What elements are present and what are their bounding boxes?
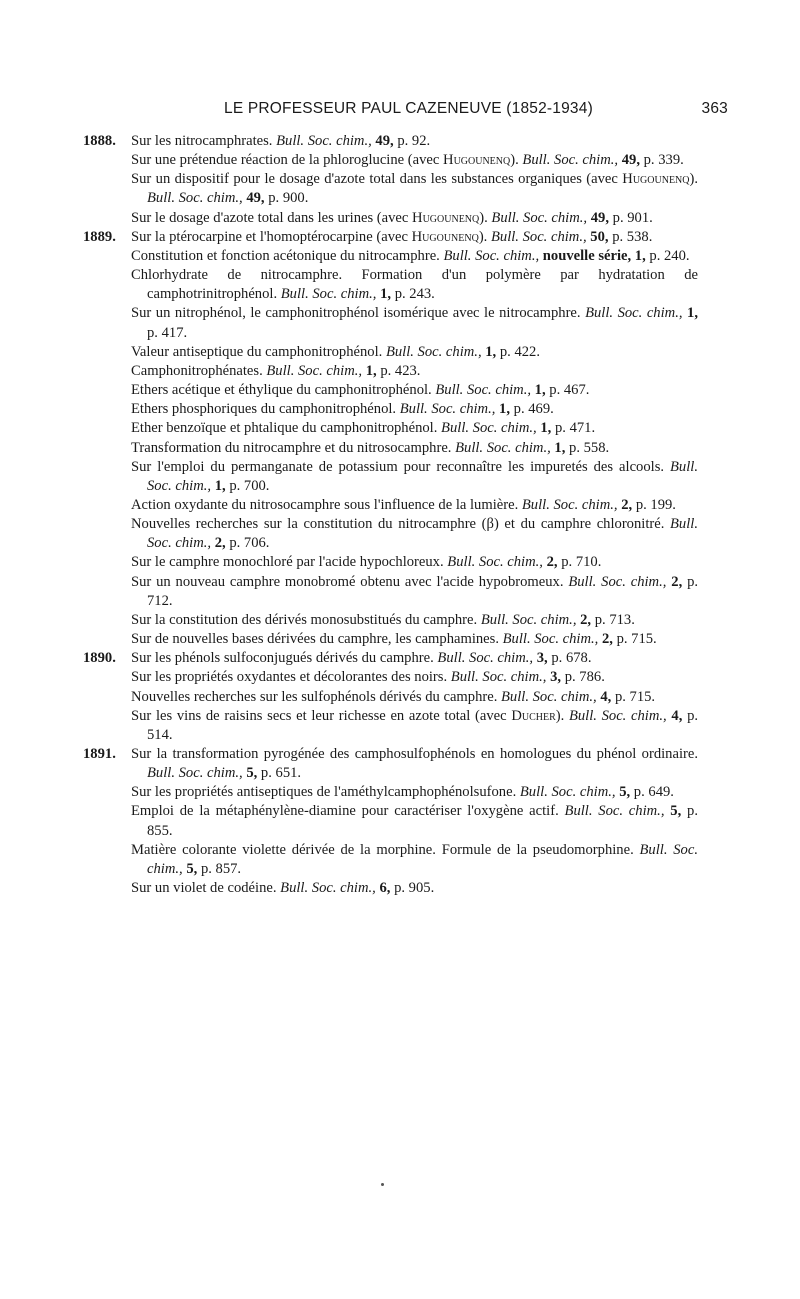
entry-coauthor: Hugounenq: [411, 228, 479, 245]
entry-title: Sur de nouvelles bases dérivées du camphre, les camphamines.: [131, 631, 499, 648]
entry-title: Transformation du nitrocamphre et du nitrosocamphre.: [131, 439, 452, 456]
bibliography-entry: [131, 630, 698, 649]
bibliography-entry: Sur les vins de raisins secs et leur richesse en azote total (avec Ducher). Bull. Soc. chim., 4, p. 514.: [131, 707, 699, 743]
entry-journal: Bull. Soc. chim.,: [266, 362, 363, 379]
entry-volume: 5,: [619, 784, 631, 801]
entry-volume: 49,: [590, 209, 609, 226]
bibliography-entry: [131, 304, 698, 342]
entry-journal: Bull. Soc. chim.,: [276, 133, 372, 149]
entry-pages: p. 467.: [549, 382, 590, 399]
entry-volume: 4,: [671, 707, 683, 724]
entry-title: Sur les propriétés antiseptiques de l'améthylcamphophénolsufone.: [131, 784, 517, 801]
entry-journal: Bull. Soc. chim.,: [564, 803, 665, 820]
entry-pages: p. 199.: [635, 496, 676, 513]
entry-journal: Bull. Soc. chim.,: [455, 439, 551, 456]
entry-title: Sur un violet de codéine.: [131, 880, 277, 897]
bibliography-entry: [131, 343, 698, 362]
entry-title: Nouvelles recherches sur la constitution du nitrocamphre (β) et du camphre chloronitré.: [131, 516, 665, 533]
entry-volume: 50,: [590, 228, 609, 245]
entry-pages: p. 715.: [616, 631, 657, 648]
page-mark: [381, 1183, 384, 1186]
entry-coauthor: Hugounenq: [412, 209, 480, 226]
entry-pages: p. 92.: [397, 133, 431, 149]
entry-title: Sur les phénols sulfoconjugués dérivés du camphre.: [131, 650, 434, 667]
bibliography-entry: [131, 247, 698, 266]
entry-title: Sur un dispositif pour le dosage d'azote total dans les substances organiques (avec: [131, 171, 618, 188]
entry-volume: 1,: [380, 286, 392, 303]
year-label: 1890.: [83, 650, 116, 667]
entry-title: Valeur antiseptique du camphonitrophénol.: [131, 343, 383, 360]
entry-title: Sur un nitrophénol, le camphonitrophénol isomérique avec le nitrocamphre.: [131, 305, 581, 322]
entry-journal: Bull. Soc. chim.,: [280, 880, 376, 897]
entry-coauthor: Ducher: [511, 707, 556, 724]
bibliography-entry: [131, 611, 698, 630]
entry-title: Sur un nouveau camphre monobromé obtenu avec l'acide hypobromeux.: [131, 573, 564, 590]
bibliography-list: [83, 132, 698, 898]
entry-title: Sur les propriétés oxydantes et décolorantes des noirs.: [131, 669, 448, 686]
entry-volume: 1,: [214, 477, 226, 494]
entry-volume: 2,: [214, 535, 226, 552]
entry-title: Emploi de la métaphénylène-diamine pour caractériser l'oxygène actif.: [131, 803, 559, 820]
entry-journal: Bull. Soc. chim.,: [480, 611, 577, 628]
entry-pages: p. 712.: [147, 573, 699, 609]
entry-title: Sur le dosage d'azote total dans les urines (avec: [131, 209, 409, 226]
entry-pages: p. 706.: [229, 535, 270, 552]
entry-title: Sur la ptérocarpine et l'homoptérocarpine (avec: [131, 228, 408, 245]
entry-title: Action oxydante du nitrosocamphre sous l'influence de la lumière.: [131, 496, 519, 513]
entry-volume: 5,: [186, 860, 198, 877]
entry-pages: p. 900.: [268, 190, 309, 207]
entry-journal: Bull. Soc. chim.,: [501, 688, 597, 705]
bibliography-entry: [131, 802, 698, 840]
bibliography-entry: Sur un dispositif pour le dosage d'azote total dans les substances organiques (avec Hugounenq). Bull. Soc. chim., 49, p. 900.: [131, 171, 699, 207]
entry-journal: Bull. Soc. chim.,: [568, 573, 667, 590]
bibliography-entry: [131, 879, 698, 898]
entry-journal: Bull. Soc. chim.,: [385, 343, 482, 360]
entry-title: Sur le camphre monochloré par l'acide hypochloreux.: [131, 554, 444, 571]
entry-pages: p. 786.: [564, 669, 605, 686]
entry-pages: p. 514.: [147, 707, 699, 743]
year-block: [83, 745, 698, 898]
entry-journal: Bull. Soc. chim.,: [450, 669, 547, 686]
entry-title: Sur les vins de raisins secs et leur richesse en azote total (avec: [131, 707, 507, 724]
entry-volume: 1,: [499, 401, 510, 418]
entry-volume: nouvelle série, 1,: [542, 247, 646, 264]
entry-title: Matière colorante violette dérivée de la morphine. Formule de la pseudomorphine.: [131, 841, 634, 858]
bibliography-entry: [131, 362, 698, 381]
entry-coauthor: Hugounenq: [443, 152, 511, 169]
entry-title: Ether benzoïque et phtalique du camphonitrophénol.: [131, 420, 438, 437]
entry-journal: Bull. Soc. chim.,: [585, 305, 683, 322]
entry-title: Sur les nitrocamphrates.: [131, 133, 273, 149]
bibliography-entry: [131, 573, 698, 611]
entry-title: Sur la transformation pyrogénée des camphosulfophénols en homologues du phénol ordinaire.: [131, 746, 698, 762]
entry-volume: 2,: [580, 611, 592, 628]
bibliography-entry: Sur une prétendue réaction de la phloroglucine (avec Hugounenq). Bull. Soc. chim., 49, p. 339.: [131, 152, 684, 169]
entry-journal: Bull. Soc. chim.,: [280, 286, 377, 303]
entry-pages: p. 710.: [561, 554, 602, 571]
entry-journal: Bull. Soc. chim.,: [147, 765, 243, 782]
year-block: [83, 132, 698, 228]
entry-journal: Bull. Soc. chim.,: [521, 496, 618, 513]
entry-pages: p. 471.: [554, 420, 596, 437]
year-label: 1891.: [83, 746, 116, 762]
entry-title: Sur la constitution des dérivés monosubstitués du camphre.: [131, 611, 478, 628]
year-label: 1888.: [83, 133, 116, 149]
bibliography-entry: [131, 745, 698, 783]
entry-title: Ethers phosphoriques du camphonitrophénol.: [131, 401, 397, 418]
entry-pages: p. 905.: [394, 880, 435, 897]
bibliography-entry: [131, 515, 698, 553]
entry-journal: Bull. Soc. chim.,: [443, 247, 540, 264]
entry-title: Ethers acétique et éthylique du camphonitrophénol.: [131, 382, 432, 399]
bibliography-entry: [131, 783, 698, 802]
entry-pages: p. 422.: [499, 343, 540, 360]
entry-journal: Bull. Soc. chim.,: [441, 420, 537, 437]
year-block: [83, 649, 698, 745]
entry-journal: Bull. Soc. chim.,: [147, 841, 698, 877]
entry-journal: Bull. Soc. chim.,: [435, 382, 532, 399]
entry-title: Sur une prétendue réaction de la phloroglucine (avec: [131, 152, 440, 169]
entry-journal: Bull. Soc. chim.,: [399, 401, 496, 418]
entry-title: Chlorhydrate de nitrocamphre. Formation d'un polymère par hydratation de camphotrinitrophénol.: [131, 267, 698, 303]
entry-volume: 6,: [379, 880, 391, 897]
entry-title: Nouvelles recherches sur les sulfophénols dérivés du camphre.: [131, 688, 498, 705]
entry-volume: 1,: [365, 362, 377, 379]
entry-pages: p. 538.: [612, 228, 653, 245]
entry-title: Sur l'emploi du permanganate de potassium pour reconnaître les impuretés des alcools.: [131, 458, 665, 475]
bibliography-entry: Sur la ptérocarpine et l'homoptérocarpine (avec Hugounenq). Bull. Soc. chim., 50, p. 538.: [131, 228, 653, 245]
entry-pages: p. 901.: [612, 209, 653, 226]
entry-volume: 2,: [671, 573, 683, 590]
entry-journal: Bull. Soc. chim.,: [491, 209, 588, 226]
entry-pages: p. 240.: [649, 247, 690, 264]
entry-pages: p. 339.: [643, 152, 684, 169]
entry-title: Constitution et fonction acétonique du nitrocamphre.: [131, 247, 440, 264]
entry-volume: 2,: [621, 496, 633, 513]
bibliography-entry: [131, 649, 698, 668]
entry-pages: p. 649.: [633, 784, 674, 801]
entry-volume: 1,: [554, 439, 566, 456]
entry-volume: 1,: [687, 305, 698, 322]
entry-pages: p. 700.: [229, 477, 270, 494]
entry-volume: 5,: [670, 803, 682, 820]
entry-volume: 4,: [600, 688, 612, 705]
entry-coauthor: Hugounenq: [622, 171, 690, 188]
entry-journal: Bull. Soc. chim.,: [490, 228, 587, 245]
bibliography-entry: [131, 668, 698, 687]
bibliography-entry: [131, 400, 698, 419]
entry-volume: 49,: [375, 133, 394, 149]
bibliography-entry: [131, 439, 698, 458]
entry-journal: Bull. Soc. chim.,: [447, 554, 543, 571]
entry-volume: 1,: [540, 420, 552, 437]
entry-journal: Bull. Soc. chim.,: [437, 650, 534, 667]
entry-volume: 5,: [246, 765, 258, 782]
entry-journal: Bull. Soc. chim.,: [147, 458, 698, 494]
bibliography-entry: Sur le dosage d'azote total dans les urines (avec Hugounenq). Bull. Soc. chim., 49, p. 901.: [131, 209, 653, 226]
entry-volume: 49,: [246, 190, 265, 207]
bibliography-entry: [131, 841, 698, 879]
bibliography-entry: [131, 132, 698, 151]
entry-pages: p. 713.: [594, 611, 635, 628]
entry-pages: p. 417.: [147, 324, 188, 341]
entry-journal: Bull. Soc. chim.,: [568, 707, 667, 724]
bibliography-entry: [131, 458, 698, 496]
entry-pages: p. 678.: [551, 650, 592, 667]
entry-title: Camphonitrophénates.: [131, 362, 263, 379]
entry-volume: 2,: [601, 631, 613, 648]
entry-pages: p. 857.: [200, 860, 242, 877]
entry-pages: p. 715.: [614, 688, 656, 705]
entry-volume: 2,: [546, 554, 558, 571]
entry-journal: Bull. Soc. chim.,: [502, 631, 599, 648]
entry-pages: p. 243.: [394, 286, 435, 303]
bibliography-entry: [131, 266, 698, 304]
bibliography-entry: [131, 419, 698, 438]
entry-journal: Bull. Soc. chim.,: [147, 190, 243, 207]
entry-journal: Bull. Soc. chim.,: [519, 784, 616, 801]
bibliography-entry: [131, 553, 698, 572]
entry-pages: p. 469.: [513, 401, 554, 418]
entry-journal: Bull. Soc. chim.,: [522, 152, 619, 169]
entry-volume: 3,: [536, 650, 548, 667]
entry-volume: 1,: [485, 343, 497, 360]
entry-volume: 1,: [534, 382, 546, 399]
entry-journal: Bull. Soc. chim.,: [147, 516, 698, 552]
bibliography-entry: [131, 496, 698, 515]
bibliography-entry: [131, 688, 698, 707]
entry-pages: p. 651.: [260, 765, 302, 782]
entry-volume: 3,: [550, 669, 562, 686]
page-number: 363: [701, 100, 728, 117]
entry-volume: 49,: [621, 152, 640, 169]
entry-pages: p. 855.: [147, 803, 698, 839]
year-label: 1889.: [83, 228, 116, 245]
bibliography-entry: [131, 381, 698, 400]
running-head-title: LE PROFESSEUR PAUL CAZENEUVE (1852-1934): [224, 100, 593, 117]
year-block: [83, 228, 698, 649]
entry-pages: p. 423.: [380, 362, 421, 379]
entry-pages: p. 558.: [569, 439, 610, 456]
